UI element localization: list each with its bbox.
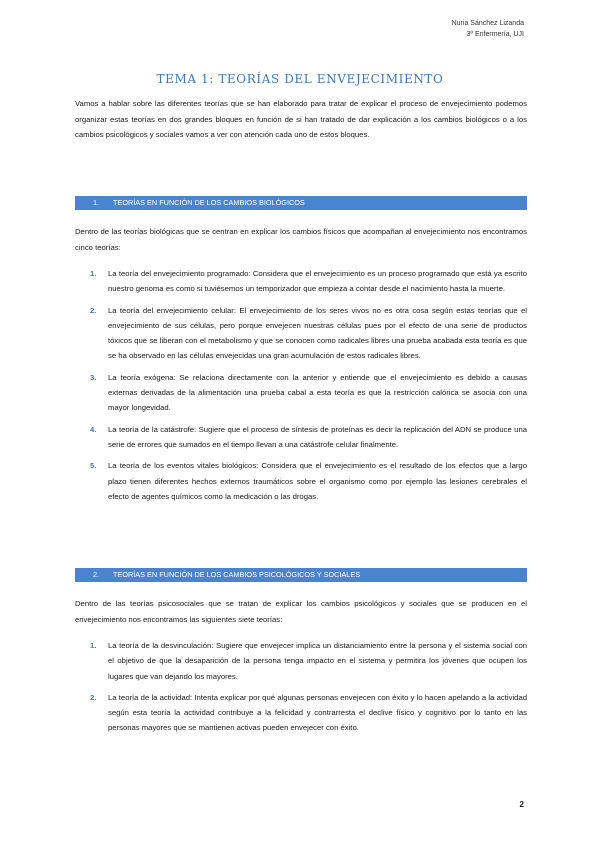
item-text: La teoría de los eventos vitales biológicos: Considera que el envejecimiento es el resultado de los efectos que a largo plazo tienen diferentes hechos externos traumáticos sobre el organismo como por ejemplo las lesiones cerebrales el efecto de agentes químicos como la medicación o las drogas. — [108, 461, 527, 501]
list-item — [75, 266, 527, 297]
intro-paragraph: Vamos a hablar sobre las diferentes teorías que se han elaborado para tratar de explicar el proceso de envejecimiento podemos organizar estas teorías en dos grandes bloques en función de si han tratado de dar explicación a los cambios biológicos o a los cambios psicológicos y sociales vamos a ver con atención cada uno de estos bloques. — [75, 99, 527, 140]
item-text: La teoría de la actividad: Intenta explicar por qué algunas personas envejecen con éxito y lo hacen apelando a la actividad según esta teoría la actividad contribuye a la felicidad y contrarresta el declive físico y cognitivo por lo tanto en las personas mayores que se mantienen activas pueden envejecer con éxito. — [108, 692, 527, 733]
document-title: TEMA 1: TEORÍAS DEL ENVEJECIMIENTO — [156, 72, 444, 86]
page-number: 2 — [519, 800, 524, 809]
section-2-heading — [75, 568, 527, 582]
list-item — [75, 303, 527, 364]
item-number: 1. — [90, 641, 97, 650]
item-number: 5. — [90, 461, 97, 471]
section-1-heading — [75, 196, 527, 210]
list-item — [75, 638, 527, 684]
list-item — [75, 458, 527, 504]
item-number: 1. — [90, 269, 97, 278]
item-text: La teoría del envejecimiento celular: El envejecimiento de los seres vivos no es otra cosa según estas teorías que el envejecimiento de sus células, pero porque envejecen nuestras células pues por el efecto de una serie de productos tóxicos que se liberan con el metabolismo y que se conocen como radicales libres una prueba acabada esta teoría es que se ha observado en las células envejecidas una gran acumulación de estos radicales libres. — [108, 305, 527, 361]
course-info: 3º Enfermería, UJI — [466, 31, 524, 38]
section-1-number: 1. — [93, 198, 100, 207]
section-1-title: TEORÍAS EN FUNCIÓN DE LOS CAMBIOS BIOLÓGICOS — [113, 198, 305, 207]
item-number: 3. — [90, 372, 97, 382]
item-text: La teoría del envejecimiento programado: Considera que el envejecimiento es un proceso programado que está ya escrito nuestro genoma es como si tuviésemos un temporizador que empieza a contar desde el nacimiento hasta la muerte. — [108, 269, 527, 294]
list-item — [75, 422, 527, 453]
biological-theories-list — [75, 266, 527, 510]
item-text: La teoría de la desvinculación: Sugiere que envejecer implica un distanciamiento entre la persona y el sistema social con el objetivo de que la desaparición de la persona tenga impacto en el sistema y permitira los jóvenes que ocupen los lugares que van dejando los mayores. — [108, 641, 527, 681]
section-2-lead: Dentro de las teorías psicosociales que se tratan de explicar los cambios psicológicos y sociales que se producen en el envejecimiento nos encontramos las siguientes siete teorías: — [75, 599, 527, 624]
item-number: 2. — [90, 692, 97, 702]
item-text: La teoría exógena: Se relaciona directamente con la anterior y entiende que el envejecimiento es debido a causas externas derivadas de la alimentación una prueba cabal a esta teoría es que la restricción calórica se asocia con una mayor longevidad. — [108, 372, 527, 413]
section-2-title: TEORÍAS EN FUNCIÓN DE LOS CAMBIOS PSICOLÓGICOS Y SOCIALES — [113, 570, 361, 579]
author-name: Nuria Sánchez Lizanda — [451, 20, 524, 27]
item-number: 2. — [90, 305, 97, 315]
item-number: 4. — [90, 424, 97, 434]
psychosocial-theories-list — [75, 638, 527, 742]
item-text: La teoría de la catástrofe: Sugiere que el proceso de síntesis de proteínas es decir la replicación del ADN se produce una serie de errores que sumados en el tiempo llevan a una catástrofe celular finalmente. — [108, 424, 527, 449]
list-item — [75, 370, 527, 416]
section-2-number: 2. — [93, 570, 100, 579]
list-item — [75, 690, 527, 736]
section-1-lead: Dentro de las teorías biológicas que se centran en explicar los cambios físicos que acompañan al envejecimiento nos encontramos cinco teorías: — [75, 227, 527, 252]
page-header — [452, 18, 524, 40]
